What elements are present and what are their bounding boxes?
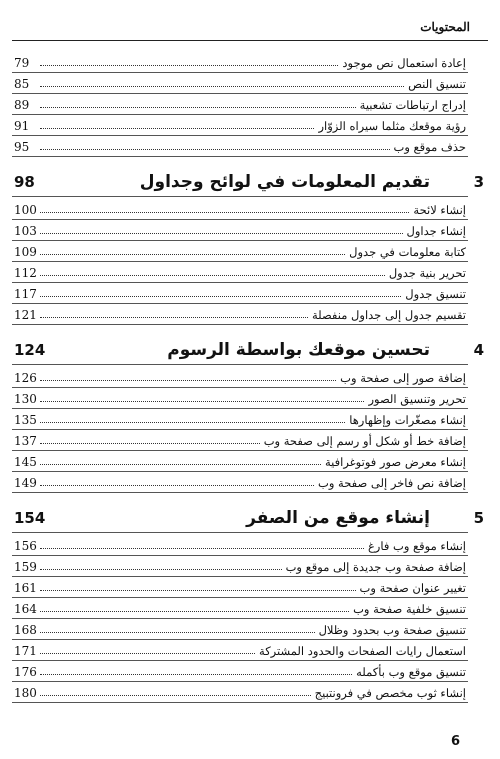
toc-entry[interactable] bbox=[14, 94, 466, 112]
toc-entry-page: 159 bbox=[14, 560, 37, 574]
toc-entry-title: إنشاء جداول bbox=[406, 224, 466, 238]
toc-entry[interactable] bbox=[14, 640, 466, 658]
dot-leader bbox=[40, 274, 385, 276]
dot-leader bbox=[40, 547, 364, 549]
toc-entry-title: حذف موقع وب bbox=[393, 140, 466, 154]
dot-leader bbox=[40, 484, 314, 486]
toc-entry[interactable] bbox=[14, 220, 466, 238]
toc-entry-title: إنشاء موقع وب فارغ bbox=[367, 539, 466, 553]
toc-entry[interactable] bbox=[14, 451, 466, 469]
toc-entry[interactable] bbox=[14, 388, 466, 406]
toc-entry[interactable] bbox=[14, 682, 466, 700]
chapter-title: تحسين موقعك بواسطة الرسوم bbox=[167, 340, 430, 360]
chapter-number: 4 bbox=[473, 341, 484, 359]
toc-entry[interactable] bbox=[14, 598, 466, 616]
toc-entry-page: 126 bbox=[14, 371, 37, 385]
toc-entry[interactable] bbox=[14, 619, 466, 637]
dot-leader bbox=[40, 610, 349, 612]
dot-leader bbox=[40, 652, 255, 654]
toc-entry[interactable] bbox=[14, 262, 466, 280]
toc-entry-page: 91 bbox=[14, 119, 30, 133]
toc-entry-page: 109 bbox=[14, 245, 37, 259]
dot-leader bbox=[40, 127, 314, 129]
toc-entry-title: رؤية موقعك مثلما سيراه الزوّار bbox=[318, 119, 466, 133]
toc-entry-title: إدراج ارتباطات تشعبية bbox=[359, 98, 466, 112]
toc-entry-page: 164 bbox=[14, 602, 37, 616]
dot-leader bbox=[40, 106, 356, 108]
toc-entry[interactable] bbox=[14, 283, 466, 301]
toc-entry-page: 121 bbox=[14, 308, 37, 322]
dot-leader bbox=[40, 148, 390, 150]
dot-leader bbox=[40, 631, 315, 633]
toc-entry[interactable] bbox=[14, 52, 466, 70]
toc-entry-page: 145 bbox=[14, 455, 37, 469]
entry-separator bbox=[12, 324, 468, 325]
toc-entry[interactable] bbox=[14, 556, 466, 574]
dot-leader bbox=[40, 694, 311, 696]
chapter-title: تقديم المعلومات في لوائح وجداول bbox=[139, 172, 430, 192]
toc-entry-title: إنشاء لائحة bbox=[413, 203, 466, 217]
dot-leader bbox=[40, 64, 338, 66]
chapter-heading[interactable] bbox=[14, 169, 484, 195]
toc-entry-page: 117 bbox=[14, 287, 37, 301]
toc-entry-title: إضافة نص فاخر إلى صفحة وب bbox=[318, 476, 466, 490]
toc-entry-page: 171 bbox=[14, 644, 37, 658]
toc-entry-title: إضافة خط أو شكل أو رسم إلى صفحة وب bbox=[263, 434, 466, 448]
toc-entry-title: إضافة صور إلى صفحة وب bbox=[340, 371, 466, 385]
toc-entry-page: 156 bbox=[14, 539, 37, 553]
dot-leader bbox=[40, 400, 364, 402]
toc-entry[interactable] bbox=[14, 535, 466, 553]
toc-entry-page: 79 bbox=[14, 56, 30, 70]
toc-entry-title: تقسيم جدول إلى جداول منفصلة bbox=[311, 308, 466, 322]
toc-entry-title: تحرير وتنسيق الصور bbox=[368, 392, 466, 406]
toc-entry-page: 180 bbox=[14, 686, 37, 700]
toc-entry-page: 168 bbox=[14, 623, 37, 637]
toc-entry-title: استعمال رايات الصفحات والحدود المشتركة bbox=[259, 644, 466, 658]
toc-entry-page: 95 bbox=[14, 140, 30, 154]
chapter-separator bbox=[12, 532, 468, 533]
toc-entry-title: تنسيق صفحة وب بحدود وظلال bbox=[318, 623, 466, 637]
toc-entry[interactable] bbox=[14, 577, 466, 595]
dot-leader bbox=[40, 463, 321, 465]
toc-entry-page: 161 bbox=[14, 581, 37, 595]
dot-leader bbox=[40, 85, 404, 87]
toc-entry-page: 176 bbox=[14, 665, 37, 679]
dot-leader bbox=[40, 316, 308, 318]
dot-leader bbox=[40, 379, 336, 381]
toc-entry-title: إضافة صفحة وب جديدة إلى موقع وب bbox=[285, 560, 466, 574]
dot-leader bbox=[40, 253, 345, 255]
toc-entry[interactable] bbox=[14, 661, 466, 679]
dot-leader bbox=[40, 442, 260, 444]
toc-entry-page: 137 bbox=[14, 434, 37, 448]
toc-entry-page: 85 bbox=[14, 77, 30, 91]
chapter-title: إنشاء موقع من الصفر bbox=[246, 508, 430, 528]
toc-entry-page: 130 bbox=[14, 392, 37, 406]
toc-entry-page: 89 bbox=[14, 98, 30, 112]
toc-entry-title: تحرير بنية جدول bbox=[388, 266, 466, 280]
chapter-heading[interactable] bbox=[14, 337, 484, 363]
dot-leader bbox=[40, 211, 409, 213]
chapter-page: 98 bbox=[14, 173, 35, 191]
dot-leader bbox=[40, 568, 282, 570]
toc-entry[interactable] bbox=[14, 136, 466, 154]
chapter-page: 124 bbox=[14, 341, 46, 359]
toc-entry-title: تنسيق موقع وب بأكمله bbox=[356, 665, 466, 679]
dot-leader bbox=[40, 673, 352, 675]
entry-separator bbox=[12, 156, 468, 157]
toc-entry-title: إنشاء ثوب مخصص في فرونتبيج bbox=[314, 686, 466, 700]
dot-leader bbox=[40, 295, 401, 297]
toc-entry-title: تغيير عنوان صفحة وب bbox=[359, 581, 466, 595]
toc-entry[interactable] bbox=[14, 430, 466, 448]
chapter-number: 5 bbox=[473, 509, 484, 527]
page-number: 6 bbox=[450, 734, 460, 749]
chapter-number: 3 bbox=[473, 173, 484, 191]
toc-entry-title: إعادة استعمال نص موجود bbox=[342, 56, 466, 70]
toc-entry[interactable] bbox=[14, 241, 466, 259]
toc-entry-title: تنسيق جدول bbox=[405, 287, 466, 301]
toc-entry[interactable] bbox=[14, 409, 466, 427]
chapter-page: 154 bbox=[14, 509, 46, 527]
dot-leader bbox=[40, 421, 345, 423]
toc-entry-page: 149 bbox=[14, 476, 37, 490]
dot-leader bbox=[40, 589, 356, 591]
toc-entry-title: إنشاء معرض صور فوتوغرافية bbox=[324, 455, 466, 469]
toc-entry-title: كتابة معلومات في جدول bbox=[349, 245, 466, 259]
toc-entry-page: 112 bbox=[14, 266, 37, 280]
running-header: المحتويات bbox=[420, 20, 470, 34]
chapter-separator bbox=[12, 364, 468, 365]
toc-entry-page: 103 bbox=[14, 224, 37, 238]
entry-separator bbox=[12, 492, 468, 493]
toc-entry-title: تنسيق النص bbox=[408, 77, 466, 91]
dot-leader bbox=[40, 232, 403, 234]
toc-entry[interactable] bbox=[14, 367, 466, 385]
toc-entry-page: 100 bbox=[14, 203, 37, 217]
toc-entry-page: 135 bbox=[14, 413, 37, 427]
toc-entry[interactable] bbox=[14, 304, 466, 322]
header-rule bbox=[12, 40, 488, 41]
chapter-separator bbox=[12, 196, 468, 197]
entry-separator bbox=[12, 702, 468, 703]
toc-entry-title: إنشاء مصغّرات وإظهارها bbox=[349, 413, 466, 427]
toc-entry-title: تنسيق خلفية صفحة وب bbox=[353, 602, 466, 616]
toc-entry[interactable] bbox=[14, 472, 466, 490]
toc-entry[interactable] bbox=[14, 73, 466, 91]
toc-entry[interactable] bbox=[14, 115, 466, 133]
toc-entry[interactable] bbox=[14, 199, 466, 217]
chapter-heading[interactable] bbox=[14, 505, 484, 531]
